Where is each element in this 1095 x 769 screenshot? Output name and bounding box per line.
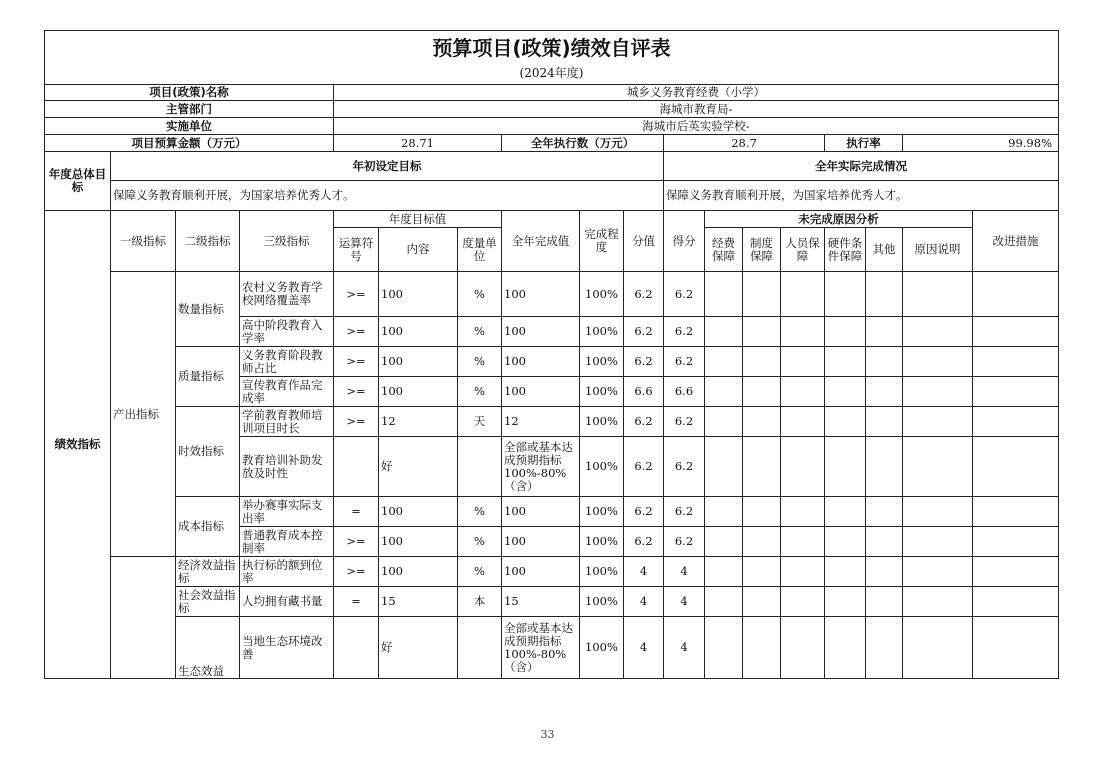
row-8-score: 4 (664, 557, 705, 587)
row-7-degree: 100% (580, 527, 624, 557)
row-5-l3: 教育培训补助发放及时性 (240, 437, 334, 497)
perf-label: 绩效指标 (45, 211, 111, 679)
row-0-degree: 100% (580, 272, 624, 317)
group-timeliness: 时效指标 (176, 407, 240, 497)
header-funding: 经费保障 (705, 228, 743, 272)
row-3-content: 100 (379, 377, 458, 407)
goal-initial-label: 年初设定目标 (111, 152, 664, 181)
group-quality: 质量指标 (176, 347, 240, 407)
row-7-score: 6.2 (664, 527, 705, 557)
header-level1: 一级指标 (111, 211, 176, 272)
row-2-degree: 100% (580, 347, 624, 377)
row-3-weight: 6.6 (624, 377, 664, 407)
report-year: (2024年度) (45, 63, 1059, 85)
row-5-op (334, 437, 379, 497)
dept-label: 主管部门 (45, 101, 334, 118)
budget-value: 28.71 (334, 135, 502, 152)
row-5-weight: 6.2 (624, 437, 664, 497)
row-9-op: = (334, 587, 379, 617)
row-7-op: >= (334, 527, 379, 557)
project-name-value: 城乡义务教育经费（小学） (334, 85, 1059, 101)
row-9-score: 4 (664, 587, 705, 617)
row-6-unit: % (458, 497, 502, 527)
row-10-score: 4 (664, 617, 705, 679)
header-other: 其他 (866, 228, 903, 272)
exec-value: 28.7 (664, 135, 825, 152)
row-9-l3: 人均拥有藏书量 (240, 587, 334, 617)
row-2-unit: % (458, 347, 502, 377)
row-6-op: = (334, 497, 379, 527)
row-5-degree: 100% (580, 437, 624, 497)
row-5-score: 6.2 (664, 437, 705, 497)
row-8-content: 100 (379, 557, 458, 587)
row-3-l3: 宣传教育作品完成率 (240, 377, 334, 407)
row-3-unit: % (458, 377, 502, 407)
header-hardware: 硬件条件保障 (825, 228, 866, 272)
row-7-done: 100 (502, 527, 580, 557)
header-reason: 原因说明 (903, 228, 973, 272)
header-content: 内容 (379, 228, 458, 272)
row-4-op: >= (334, 407, 379, 437)
row-2-done: 100 (502, 347, 580, 377)
row-2-content: 100 (379, 347, 458, 377)
row-7-unit: % (458, 527, 502, 557)
rate-label: 执行率 (825, 135, 903, 152)
header-system: 制度保障 (743, 228, 781, 272)
row-9-degree: 100% (580, 587, 624, 617)
self-evaluation-table (44, 30, 1059, 679)
row-8-l3: 执行标的额到位率 (240, 557, 334, 587)
row-2-l3: 义务教育阶段教师占比 (240, 347, 334, 377)
row-5-done: 全部或基本达成预期指标100%-80%（含） (502, 437, 580, 497)
header-unfinished-analysis: 未完成原因分析 (705, 211, 973, 228)
header-completed-value: 全年完成值 (502, 211, 580, 272)
row-1-op: >= (334, 317, 379, 347)
row-1-score: 6.2 (664, 317, 705, 347)
header-operator: 运算符号 (334, 228, 379, 272)
row-10-content: 好 (379, 617, 458, 679)
row-10-weight: 4 (624, 617, 664, 679)
goal-actual-text: 保障义务教育顺利开展，为国家培养优秀人才。 (664, 181, 1059, 211)
page-number: 33 (540, 728, 555, 741)
row-4-score: 6.2 (664, 407, 705, 437)
row-1-content: 100 (379, 317, 458, 347)
row-4-l3: 学前教育教师培训项目时长 (240, 407, 334, 437)
row-10-op (334, 617, 379, 679)
goal-initial-text: 保障义务教育顺利开展，为国家培养优秀人才。 (111, 181, 664, 211)
row-10-degree: 100% (580, 617, 624, 679)
project-name-label: 项目(政策)名称 (45, 85, 334, 101)
row-0-content: 100 (379, 272, 458, 317)
row-6-content: 100 (379, 497, 458, 527)
row-8-weight: 4 (624, 557, 664, 587)
row-0-unit: % (458, 272, 502, 317)
row-2-op: >= (334, 347, 379, 377)
header-weight: 分值 (624, 211, 664, 272)
group-output: 产出指标 (111, 272, 176, 557)
row-10-l3: 当地生态环境改善 (240, 617, 334, 679)
row-1-degree: 100% (580, 317, 624, 347)
row-6-weight: 6.2 (624, 497, 664, 527)
row-9-done: 15 (502, 587, 580, 617)
row-3-degree: 100% (580, 377, 624, 407)
row-6-score: 6.2 (664, 497, 705, 527)
row-7-content: 100 (379, 527, 458, 557)
row-4-weight: 6.2 (624, 407, 664, 437)
row-6-done: 100 (502, 497, 580, 527)
header-score: 得分 (664, 211, 705, 272)
row-9-weight: 4 (624, 587, 664, 617)
row-1-weight: 6.2 (624, 317, 664, 347)
row-4-content: 12 (379, 407, 458, 437)
header-unit: 度量单位 (458, 228, 502, 272)
group-social: 社会效益指标 (176, 587, 240, 617)
row-0-op: >= (334, 272, 379, 317)
row-1-l3: 高中阶段教育入学率 (240, 317, 334, 347)
rate-value: 99.98% (903, 135, 1059, 152)
group-economic: 经济效益指标 (176, 557, 240, 587)
row-3-score: 6.6 (664, 377, 705, 407)
row-8-done: 100 (502, 557, 580, 587)
header-level3: 三级指标 (240, 211, 334, 272)
row-4-degree: 100% (580, 407, 624, 437)
row-7-l3: 普通教育成本控制率 (240, 527, 334, 557)
goal-actual-label: 全年实际完成情况 (664, 152, 1059, 181)
row-1-done: 100 (502, 317, 580, 347)
header-completion-degree: 完成程度 (580, 211, 624, 272)
unit-value: 海城市后英实验学校- (334, 118, 1059, 135)
row-4-unit: 天 (458, 407, 502, 437)
row-6-degree: 100% (580, 497, 624, 527)
budget-label: 项目预算金额（万元） (45, 135, 334, 152)
header-improve: 改进措施 (973, 211, 1059, 272)
goal-label: 年度总体目标 (45, 152, 111, 211)
row-0-weight: 6.2 (624, 272, 664, 317)
page-title: 预算项目(政策)绩效自评表 (45, 31, 1059, 63)
row-0-done: 100 (502, 272, 580, 317)
row-4-done: 12 (502, 407, 580, 437)
row-9-content: 15 (379, 587, 458, 617)
header-staff: 人员保障 (781, 228, 825, 272)
row-0-l3: 农村义务教育学校网络覆盖率 (240, 272, 334, 317)
row-9-unit: 本 (458, 587, 502, 617)
row-5-unit (458, 437, 502, 497)
group-ecological: 生态效益 (176, 617, 240, 679)
dept-value: 海城市教育局- (334, 101, 1059, 118)
row-6-l3: 举办赛事实际支出率 (240, 497, 334, 527)
row-2-weight: 6.2 (624, 347, 664, 377)
row-8-degree: 100% (580, 557, 624, 587)
unit-label: 实施单位 (45, 118, 334, 135)
row-1-unit: % (458, 317, 502, 347)
row-10-done: 全部或基本达成预期指标100%-80%（含） (502, 617, 580, 679)
row-10-unit (458, 617, 502, 679)
group-cost: 成本指标 (176, 497, 240, 557)
row-5-content: 好 (379, 437, 458, 497)
row-0-score: 6.2 (664, 272, 705, 317)
header-annual-target: 年度目标值 (334, 211, 502, 228)
row-3-done: 100 (502, 377, 580, 407)
row-8-unit: % (458, 557, 502, 587)
row-7-weight: 6.2 (624, 527, 664, 557)
row-8-op: >= (334, 557, 379, 587)
exec-label: 全年执行数（万元） (502, 135, 664, 152)
header-level2: 二级指标 (176, 211, 240, 272)
row-2-score: 6.2 (664, 347, 705, 377)
row-3-op: >= (334, 377, 379, 407)
group-quantity: 数量指标 (176, 272, 240, 347)
